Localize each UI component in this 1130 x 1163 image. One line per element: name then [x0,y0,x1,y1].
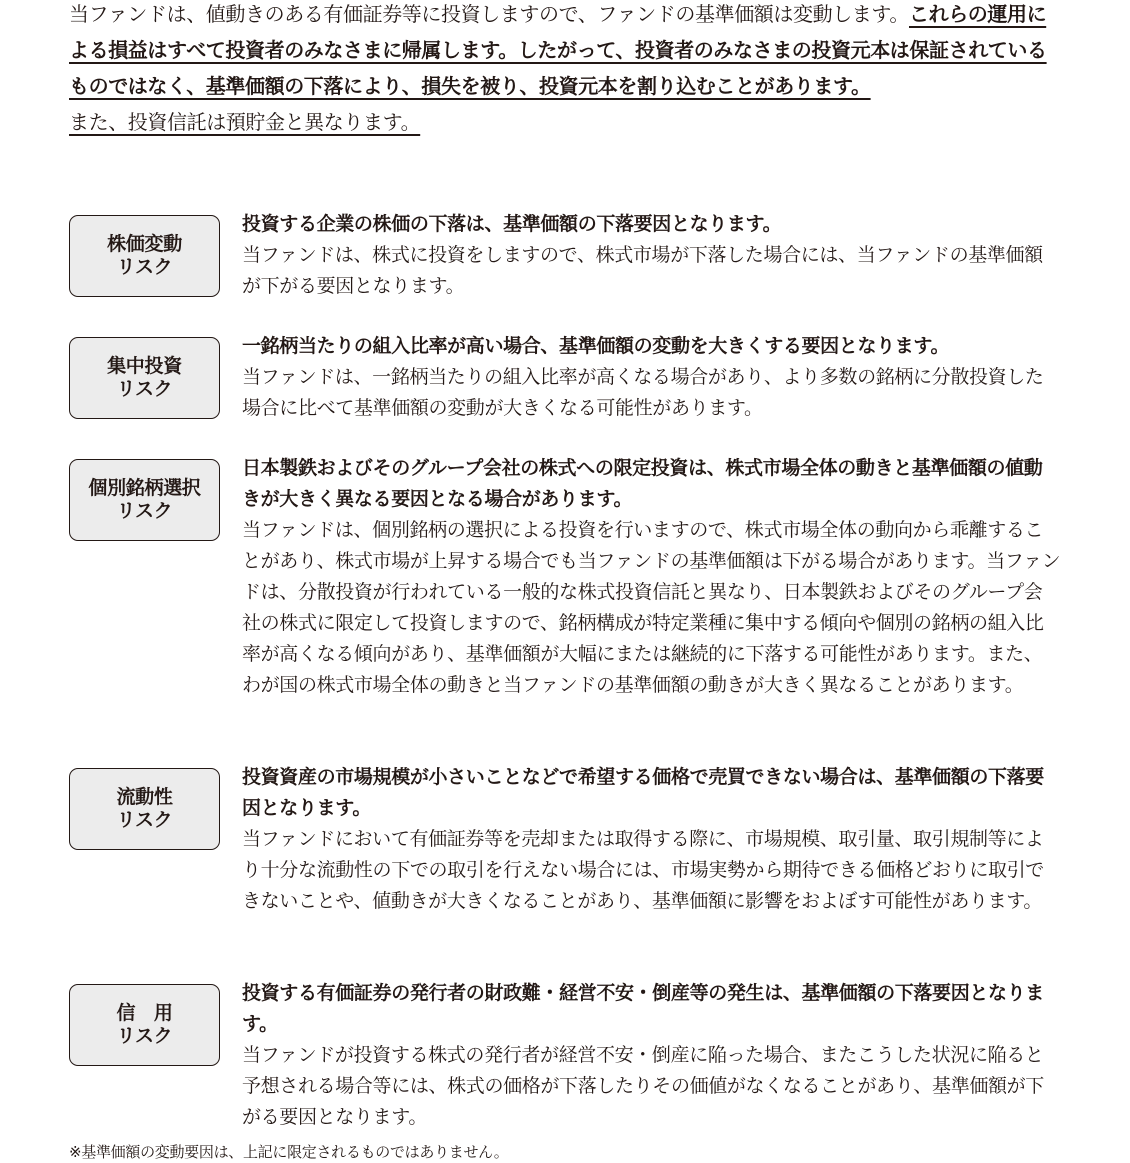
risk-badge-suffix: リスク [116,809,173,831]
intro-paragraph [69,0,1061,104]
risk-badge [69,337,220,419]
risk-headline: 投資資産の市場規模が小さいことなどで希望する価格で売買できない場合は、基準価額の下落要因となります。 [242,766,1044,819]
risk-badge-suffix: リスク [116,500,173,522]
risk-description [242,453,1061,701]
risk-badge [69,459,220,541]
risk-description [242,331,1061,424]
intro-note: また、投資信託は預貯金と異なります。 [69,110,421,134]
risk-description [242,762,1061,917]
risk-badge-suffix: リスク [116,256,173,278]
risk-description [242,209,1061,302]
risk-badge-label: 個別銘柄選択 [88,477,201,499]
risk-badge-label: 集中投資 [107,355,182,377]
risk-badge-label: 信 用 [116,1002,173,1024]
risk-body: 当ファンドは、個別銘柄の選択による投資を行いますので、株式市場全体の動向から乖離することがあり、株式市場が上昇する場合でも当ファンドの基準価額は下がる場合があります。当ファンドは、分散投資が行われている一般的な株式投資信託と異なり、日本製鉄およびそのグループ会社の株式に限定して投資しますので、銘柄構成が特定業種に集中する傾向や個別の銘柄の組入比率が高くなる傾向があり、基準価額が大幅にまたは継続的に下落する可能性があります。また、わが国の株式市場全体の動きと当ファンドの基準価額の動きが大きく異なることがあります。 [242,519,1061,696]
risk-badge-suffix: リスク [116,378,173,400]
intro-note-paragraph [69,104,1061,140]
risk-badge [69,215,220,297]
risk-body: 当ファンドが投資する株式の発行者が経営不安・倒産に陥った場合、またこうした状況に陥ると予想される場合等には、株式の価格が下落したりその価値がなくなることがあり、基準価額が下がる要因となります。 [242,1044,1044,1128]
footnote: ※基準価額の変動要因は、上記に限定されるものではありません。 [69,1143,509,1161]
risk-body: 当ファンドにおいて有価証券等を売却または取得する際に、市場規模、取引量、取引規制等により十分な流動性の下での取引を行えない場合には、市場実勢から期待できる価格どおりに取引できないことや、値動きが大きくなることがあり、基準価額に影響をおよぼす可能性があります。 [242,828,1044,912]
intro-warning: これらの運用による損益はすべて投資者のみなさまに帰属します。したがって、投資者のみなさまの投資元本は保証されているものではなく、基準価額の下落により、損失を被り、投資元本を割り込むことがあります。 [69,2,1047,98]
intro-section [69,0,1061,140]
risk-headline: 投資する有価証券の発行者の財政難・経営不安・倒産等の発生は、基準価額の下落要因となります。 [242,982,1044,1035]
risk-badge-label: 流動性 [116,786,173,808]
risk-description [242,978,1061,1133]
risk-badge-label: 株価変動 [107,233,182,255]
risk-badge-suffix: リスク [116,1025,173,1047]
risk-body: 当ファンドは、株式に投資をしますので、株式市場が下落した場合には、当ファンドの基準価額が下がる要因となります。 [242,244,1043,297]
risk-badge [69,984,220,1066]
risk-headline: 日本製鉄およびそのグループ会社の株式への限定投資は、株式市場全体の動きと基準価額の値動きが大きく異なる要因となる場合があります。 [242,457,1043,510]
risk-body: 当ファンドは、一銘柄当たりの組入比率が高くなる場合があり、より多数の銘柄に分散投資した場合に比べて基準価額の変動が大きくなる可能性があります。 [242,366,1044,419]
risk-headline: 一銘柄当たりの組入比率が高い場合、基準価額の変動を大きくする要因となります。 [242,335,950,357]
risk-badge [69,768,220,850]
intro-lead: 当ファンドは、値動きのある有価証券等に投資しますので、ファンドの基準価額は変動します。 [69,2,909,26]
risk-headline: 投資する企業の株価の下落は、基準価額の下落要因となります。 [242,213,782,235]
